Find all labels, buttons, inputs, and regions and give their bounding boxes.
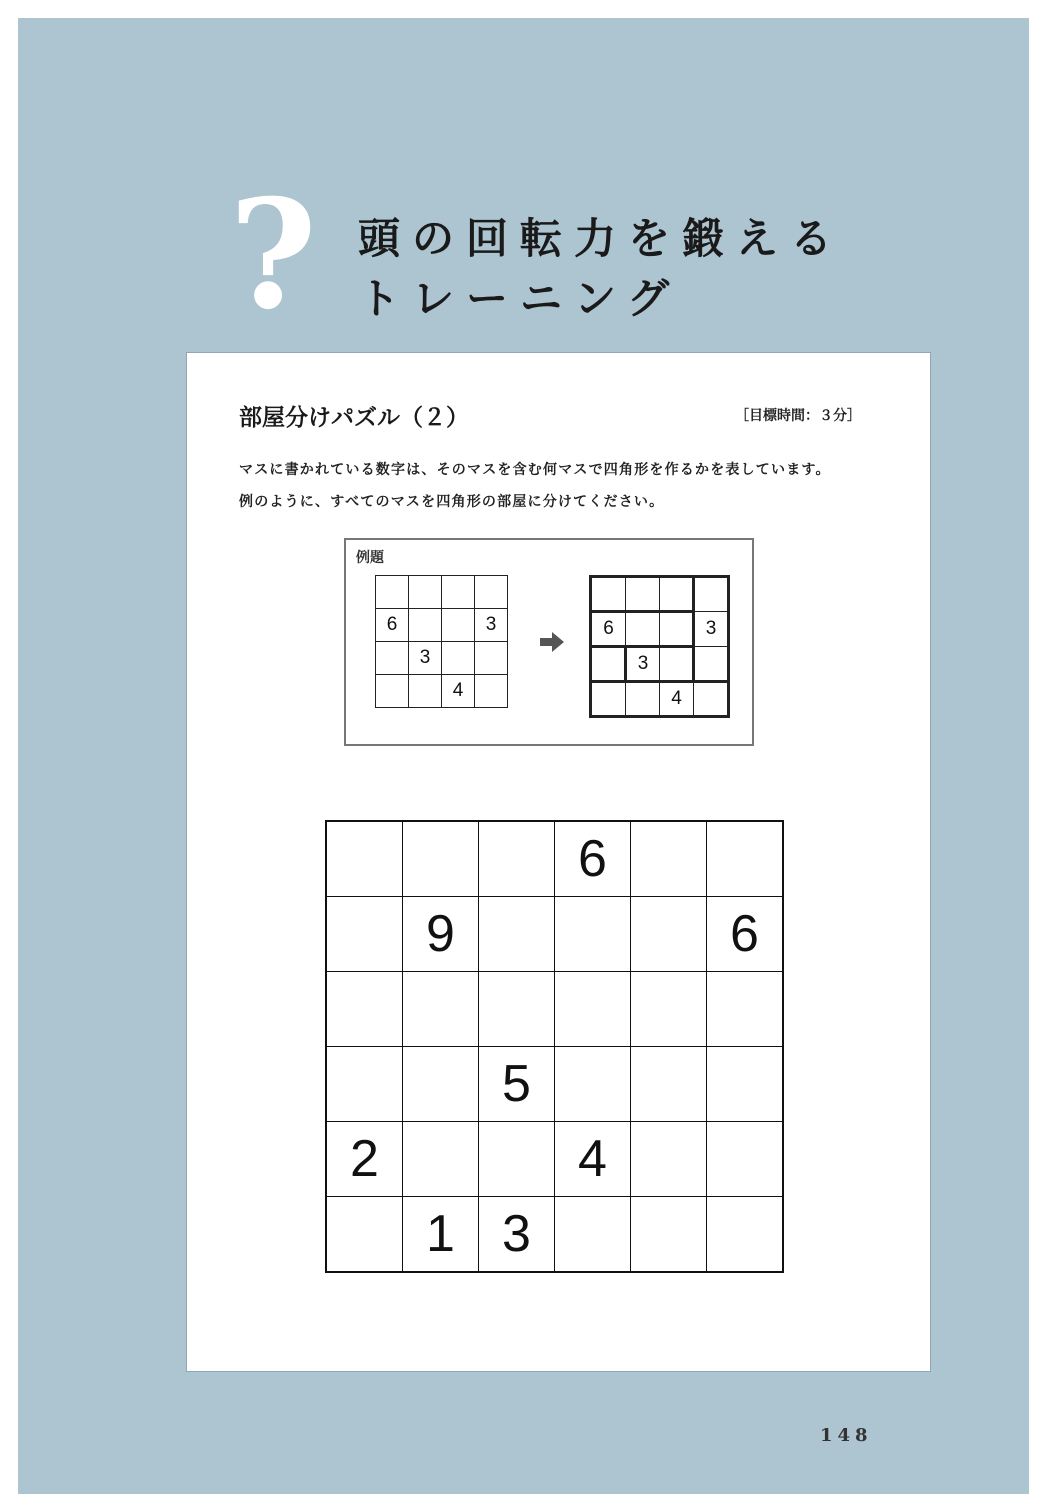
- puzzle-cell[interactable]: [326, 821, 403, 897]
- puzzle-cell[interactable]: [631, 972, 707, 1047]
- page-title-line2: トレーニング: [358, 274, 682, 323]
- example-question-cell[interactable]: [475, 675, 508, 708]
- puzzle-cell-row: [326, 1197, 783, 1273]
- instruction-line1: マスに書かれている数字は、そのマスを含む何マスで四角形を作るかを表しています。: [239, 462, 831, 478]
- example-question-cell[interactable]: 3: [409, 642, 442, 675]
- example-question-cell-row: [376, 642, 508, 675]
- puzzle-cell[interactable]: [326, 1197, 403, 1273]
- puzzle-cell[interactable]: [403, 972, 479, 1047]
- puzzle-cell[interactable]: [479, 972, 555, 1047]
- puzzle-cell[interactable]: [326, 1047, 403, 1122]
- puzzle-cell[interactable]: [479, 821, 555, 897]
- puzzle-card: [186, 352, 931, 1372]
- example-answer-cell-row: [591, 612, 729, 647]
- example-answer-cell[interactable]: 4: [660, 682, 694, 717]
- example-question-cell[interactable]: [376, 642, 409, 675]
- example-answer-cell[interactable]: 3: [626, 647, 660, 682]
- puzzle-cell-row: [326, 1047, 783, 1122]
- example-answer-grid: [589, 575, 730, 718]
- example-question-cell[interactable]: [376, 675, 409, 708]
- target-time: ［目標時間：３分］: [735, 408, 861, 424]
- example-answer-cell-row: [591, 647, 729, 682]
- example-answer-cell[interactable]: [626, 612, 660, 647]
- example-question-cell[interactable]: [376, 576, 409, 609]
- puzzle-cell-row: [326, 897, 783, 972]
- puzzle-cell[interactable]: [555, 972, 631, 1047]
- page-title-line1: 頭の回転力を鍛える: [358, 214, 845, 263]
- example-question-cell[interactable]: 6: [376, 609, 409, 642]
- puzzle-cell-row: [326, 1122, 783, 1197]
- puzzle-cell[interactable]: [631, 1197, 707, 1273]
- example-answer-cell[interactable]: [591, 577, 626, 612]
- puzzle-cell[interactable]: [555, 1197, 631, 1273]
- puzzle-cell[interactable]: [631, 897, 707, 972]
- example-question-cell-row: [376, 609, 508, 642]
- puzzle-cell[interactable]: [326, 897, 403, 972]
- puzzle-cell[interactable]: [479, 1122, 555, 1197]
- example-answer-cell[interactable]: [660, 647, 694, 682]
- example-question-grid: [375, 575, 508, 708]
- puzzle-grid: [325, 820, 784, 1273]
- puzzle-cell[interactable]: [479, 897, 555, 972]
- example-question-cell[interactable]: [442, 642, 475, 675]
- example-answer-cell[interactable]: [694, 682, 729, 717]
- example-answer-cell[interactable]: [660, 577, 694, 612]
- example-question-cell[interactable]: [442, 576, 475, 609]
- puzzle-cell[interactable]: [555, 897, 631, 972]
- puzzle-cell[interactable]: 6: [707, 897, 784, 972]
- example-question-cell[interactable]: [475, 576, 508, 609]
- puzzle-cell[interactable]: 2: [326, 1122, 403, 1197]
- puzzle-cell[interactable]: [631, 1047, 707, 1122]
- example-answer-cell[interactable]: [626, 577, 660, 612]
- example-question-cell-row: [376, 675, 508, 708]
- puzzle-cell[interactable]: [707, 821, 784, 897]
- page-number: 148: [820, 1425, 873, 1446]
- puzzle-cell[interactable]: [707, 972, 784, 1047]
- instruction-line2: 例のように、すべてのマスを四角形の部屋に分けてください。: [239, 494, 665, 510]
- example-answer-cell[interactable]: [591, 682, 626, 717]
- puzzle-title: 部屋分けパズル（２）: [239, 405, 469, 431]
- example-label: 例題: [356, 550, 384, 566]
- puzzle-cell[interactable]: [631, 1122, 707, 1197]
- puzzle-cell[interactable]: [555, 1047, 631, 1122]
- puzzle-cell[interactable]: [707, 1047, 784, 1122]
- example-question-cell[interactable]: 3: [475, 609, 508, 642]
- puzzle-cell[interactable]: 5: [479, 1047, 555, 1122]
- example-question-cell[interactable]: [442, 609, 475, 642]
- example-answer-cell[interactable]: [626, 682, 660, 717]
- puzzle-cell[interactable]: [403, 821, 479, 897]
- example-answer-cell[interactable]: 6: [591, 612, 626, 647]
- puzzle-cell-row: [326, 821, 783, 897]
- puzzle-cell[interactable]: [326, 972, 403, 1047]
- example-answer-cell[interactable]: [694, 647, 729, 682]
- example-answer-cell-row: [591, 682, 729, 717]
- example-question-cell[interactable]: [409, 675, 442, 708]
- puzzle-cell[interactable]: [707, 1197, 784, 1273]
- puzzle-cell[interactable]: [631, 821, 707, 897]
- puzzle-cell[interactable]: 3: [479, 1197, 555, 1273]
- example-question-cell[interactable]: [475, 642, 508, 675]
- right-arrow-icon: [540, 632, 564, 652]
- example-question-cell[interactable]: 4: [442, 675, 475, 708]
- question-mark-icon: ?: [229, 167, 317, 343]
- example-box: [344, 538, 754, 746]
- example-question-cell[interactable]: [409, 576, 442, 609]
- puzzle-cell[interactable]: [403, 1047, 479, 1122]
- puzzle-cell[interactable]: 4: [555, 1122, 631, 1197]
- puzzle-cell[interactable]: [403, 1122, 479, 1197]
- puzzle-cell[interactable]: 6: [555, 821, 631, 897]
- puzzle-cell-row: [326, 972, 783, 1047]
- puzzle-cell[interactable]: 1: [403, 1197, 479, 1273]
- example-answer-cell-row: [591, 577, 729, 612]
- puzzle-cell[interactable]: [707, 1122, 784, 1197]
- example-answer-cell[interactable]: [694, 577, 729, 612]
- example-answer-cell[interactable]: [591, 647, 626, 682]
- example-answer-cell[interactable]: [660, 612, 694, 647]
- example-question-cell-row: [376, 576, 508, 609]
- example-answer-cell[interactable]: 3: [694, 612, 729, 647]
- puzzle-cell[interactable]: 9: [403, 897, 479, 972]
- example-question-cell[interactable]: [409, 609, 442, 642]
